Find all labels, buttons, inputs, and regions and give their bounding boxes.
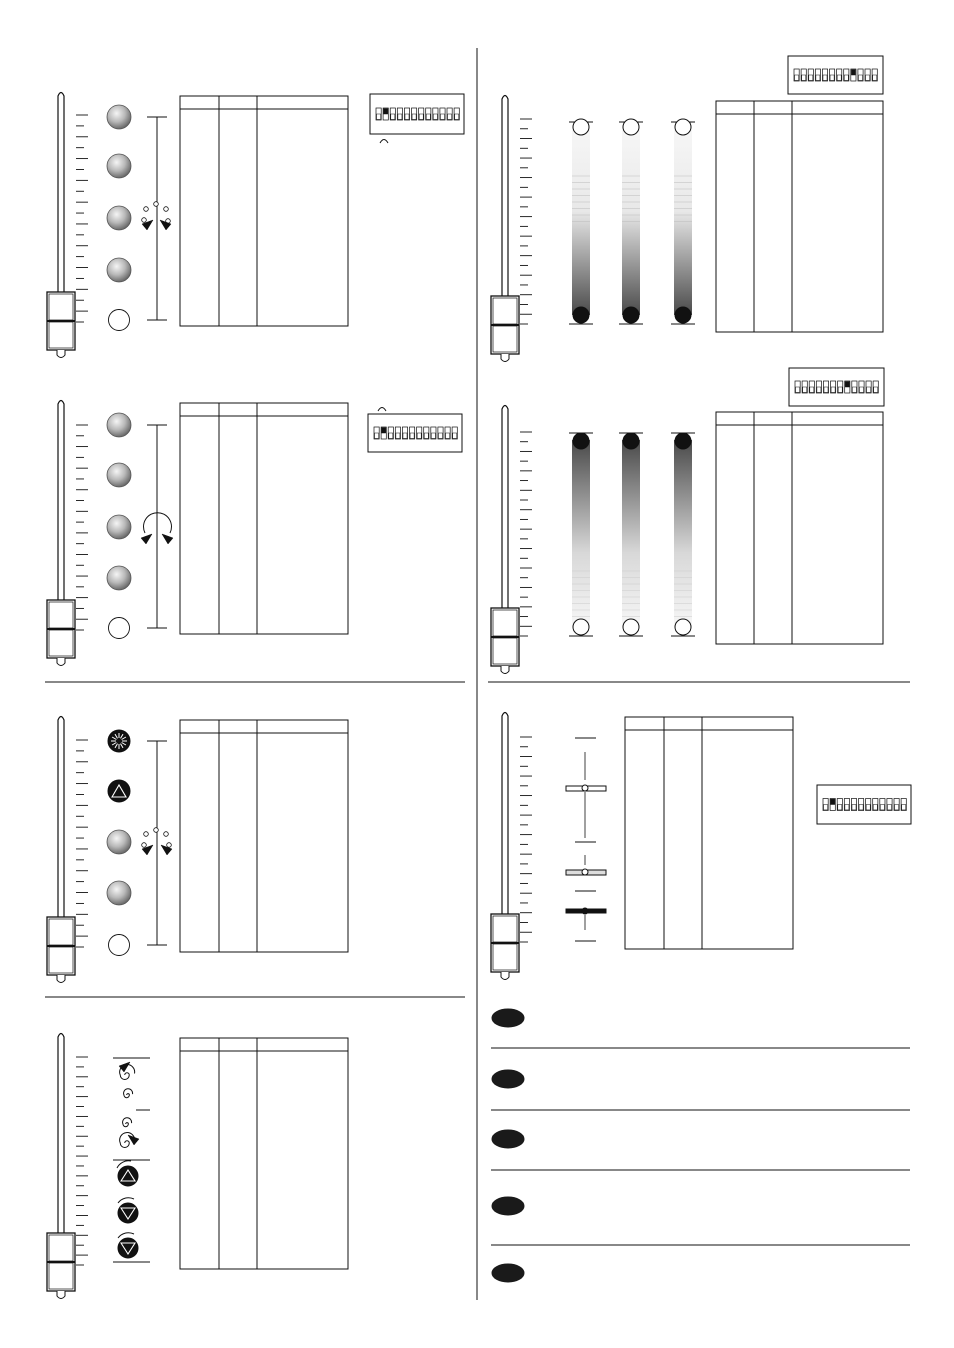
gradient-bar xyxy=(572,440,590,628)
fader-foot xyxy=(501,666,509,674)
fader-knob-upper xyxy=(493,610,517,636)
dip-switch-off xyxy=(824,387,828,392)
gobo-disc xyxy=(107,206,131,230)
fader-foot xyxy=(57,350,65,358)
gradient-bar xyxy=(622,440,640,628)
closed-circle xyxy=(573,433,589,449)
fader-knob-lower xyxy=(49,947,73,973)
dip-switch-off xyxy=(796,387,800,392)
fader-knob-lower xyxy=(49,322,73,348)
dip-switch-off xyxy=(852,387,856,392)
open-circle xyxy=(675,119,691,135)
dip-switch-off xyxy=(412,114,416,119)
language-pill-badge xyxy=(492,1070,524,1088)
dip-switch-off xyxy=(795,75,799,80)
dip-switch-off xyxy=(446,433,450,438)
fader-knob-upper xyxy=(49,919,73,945)
table-frame xyxy=(180,720,348,952)
gobo-disc xyxy=(107,258,131,282)
rotation-dot xyxy=(164,207,169,212)
fader-knob-upper xyxy=(493,298,517,324)
fader-knob-upper xyxy=(49,294,73,320)
dip-switch-off xyxy=(377,114,381,119)
table-frame xyxy=(180,1038,348,1269)
headphone-icon xyxy=(380,140,388,144)
arrow-left-icon xyxy=(141,534,152,544)
dip-switch-off xyxy=(866,75,870,80)
dip-switch-off xyxy=(838,805,842,810)
dip-switch-off xyxy=(448,114,452,119)
dip-switch-off xyxy=(410,433,414,438)
dip-switch-off xyxy=(424,433,428,438)
dip-switch-off xyxy=(873,805,877,810)
dip-switch-off xyxy=(817,387,821,392)
fader-knob-lower xyxy=(493,944,517,970)
dip-switch-off xyxy=(888,805,892,810)
dip-switch-off xyxy=(873,75,877,80)
rotation-dot xyxy=(154,202,159,207)
dip-switch-off xyxy=(396,433,400,438)
dip-switch-off xyxy=(809,75,813,80)
dip-switch-on xyxy=(384,109,388,114)
fader-knob-lower xyxy=(493,638,517,664)
fader-knob-upper xyxy=(49,602,73,628)
dip-switch-off xyxy=(426,114,430,119)
table-frame xyxy=(716,412,883,644)
dip-switch-off xyxy=(902,805,906,810)
gradient-bar xyxy=(622,127,640,315)
table-frame xyxy=(716,101,883,332)
rotate-arrow-arc xyxy=(118,1198,134,1203)
dip-switch-off xyxy=(389,433,393,438)
fader-foot xyxy=(501,972,509,980)
dip-switch-off xyxy=(816,75,820,80)
dip-switch-off xyxy=(433,114,437,119)
triangle-icon xyxy=(108,780,130,802)
rotation-dot xyxy=(144,832,149,837)
dip-switch-off xyxy=(453,433,457,438)
rotation-dot xyxy=(154,828,159,833)
prism-center xyxy=(582,869,588,875)
dip-switch-off xyxy=(391,114,395,119)
arrow-right-icon xyxy=(162,534,173,544)
fader-foot xyxy=(57,1291,65,1299)
rotation-dot xyxy=(144,207,149,212)
dip-switch-off xyxy=(838,387,842,392)
drawing-layer xyxy=(45,48,911,1300)
closed-circle xyxy=(675,307,691,323)
dip-switch-off xyxy=(417,433,421,438)
dip-switch-off xyxy=(867,387,871,392)
open-position-circle xyxy=(109,935,130,956)
language-pill-badge xyxy=(492,1130,524,1148)
prism-center xyxy=(582,785,588,791)
dip-switch-off xyxy=(852,805,856,810)
dip-switch-off xyxy=(845,805,849,810)
gradient-bar xyxy=(674,127,692,315)
headphone-icon xyxy=(378,408,386,412)
dip-switch-on xyxy=(831,799,835,804)
dip-switch-on xyxy=(382,428,386,433)
dip-switch-off xyxy=(866,805,870,810)
dip-switch-off xyxy=(824,805,828,810)
dip-switch-off xyxy=(398,114,402,119)
fader-foot xyxy=(57,975,65,983)
gobo-disc xyxy=(107,515,131,539)
spiral-arrow-icon xyxy=(119,1062,130,1072)
fader-foot xyxy=(57,658,65,666)
dip-switch-off xyxy=(844,75,848,80)
dip-switch-off xyxy=(431,433,435,438)
open-circle xyxy=(675,619,691,635)
rotate-arrow-arc xyxy=(118,1233,134,1238)
open-circle xyxy=(623,119,639,135)
open-circle xyxy=(573,119,589,135)
gobo-disc xyxy=(107,881,131,905)
spiral-small-icon xyxy=(123,1118,132,1127)
dip-switch-off xyxy=(439,433,443,438)
dip-switch-on xyxy=(845,382,849,387)
dip-switch-on xyxy=(851,70,855,75)
fader-knob-lower xyxy=(493,326,517,352)
closed-circle xyxy=(573,307,589,323)
dip-switch-off xyxy=(830,75,834,80)
dip-switch-off xyxy=(837,75,841,80)
fader-knob-upper xyxy=(49,1235,73,1261)
dip-switch-off xyxy=(859,805,863,810)
table-frame xyxy=(625,717,793,949)
dip-switch-off xyxy=(405,114,409,119)
open-position-circle xyxy=(109,618,130,639)
dip-switch-off xyxy=(880,805,884,810)
dip-switch-off xyxy=(802,75,806,80)
closed-circle xyxy=(623,433,639,449)
fader-knob-lower xyxy=(49,630,73,656)
fader-foot xyxy=(501,354,509,362)
closed-circle xyxy=(675,433,691,449)
spiral-small-icon xyxy=(124,1089,133,1098)
dip-switch-off xyxy=(859,75,863,80)
rotation-dot xyxy=(164,832,169,837)
gobo-disc xyxy=(107,830,131,854)
language-pill-badge xyxy=(492,1009,524,1027)
dip-switch-off xyxy=(375,433,379,438)
prism-center xyxy=(582,908,588,914)
open-circle xyxy=(573,619,589,635)
dip-switch-off xyxy=(803,387,807,392)
table-frame xyxy=(180,403,348,634)
gobo-disc xyxy=(107,154,131,178)
rotation-dot xyxy=(142,218,147,223)
open-position-circle xyxy=(109,310,130,331)
dip-switch-off xyxy=(823,75,827,80)
open-circle xyxy=(623,619,639,635)
fader-knob-upper xyxy=(493,916,517,942)
table-frame xyxy=(180,96,348,326)
gobo-disc xyxy=(107,413,131,437)
gobo-disc xyxy=(107,463,131,487)
dip-switch-off xyxy=(810,387,814,392)
dip-switch-off xyxy=(441,114,445,119)
gradient-bar xyxy=(572,127,590,315)
rotation-dot xyxy=(142,843,147,848)
dip-switch-off xyxy=(874,387,878,392)
gradient-bar xyxy=(674,440,692,628)
language-pill-badge xyxy=(492,1197,524,1215)
fader-knob-lower xyxy=(49,1263,73,1289)
rotation-dot xyxy=(167,843,172,848)
dip-switch-off xyxy=(419,114,423,119)
dip-switch-off xyxy=(895,805,899,810)
dip-switch-off xyxy=(831,387,835,392)
language-pill-badge xyxy=(492,1264,524,1282)
gobo-disc xyxy=(107,566,131,590)
dip-switch-off xyxy=(860,387,864,392)
closed-circle xyxy=(623,307,639,323)
dip-switch-off xyxy=(455,114,459,119)
dip-switch-off xyxy=(403,433,407,438)
gobo-disc xyxy=(107,105,131,129)
